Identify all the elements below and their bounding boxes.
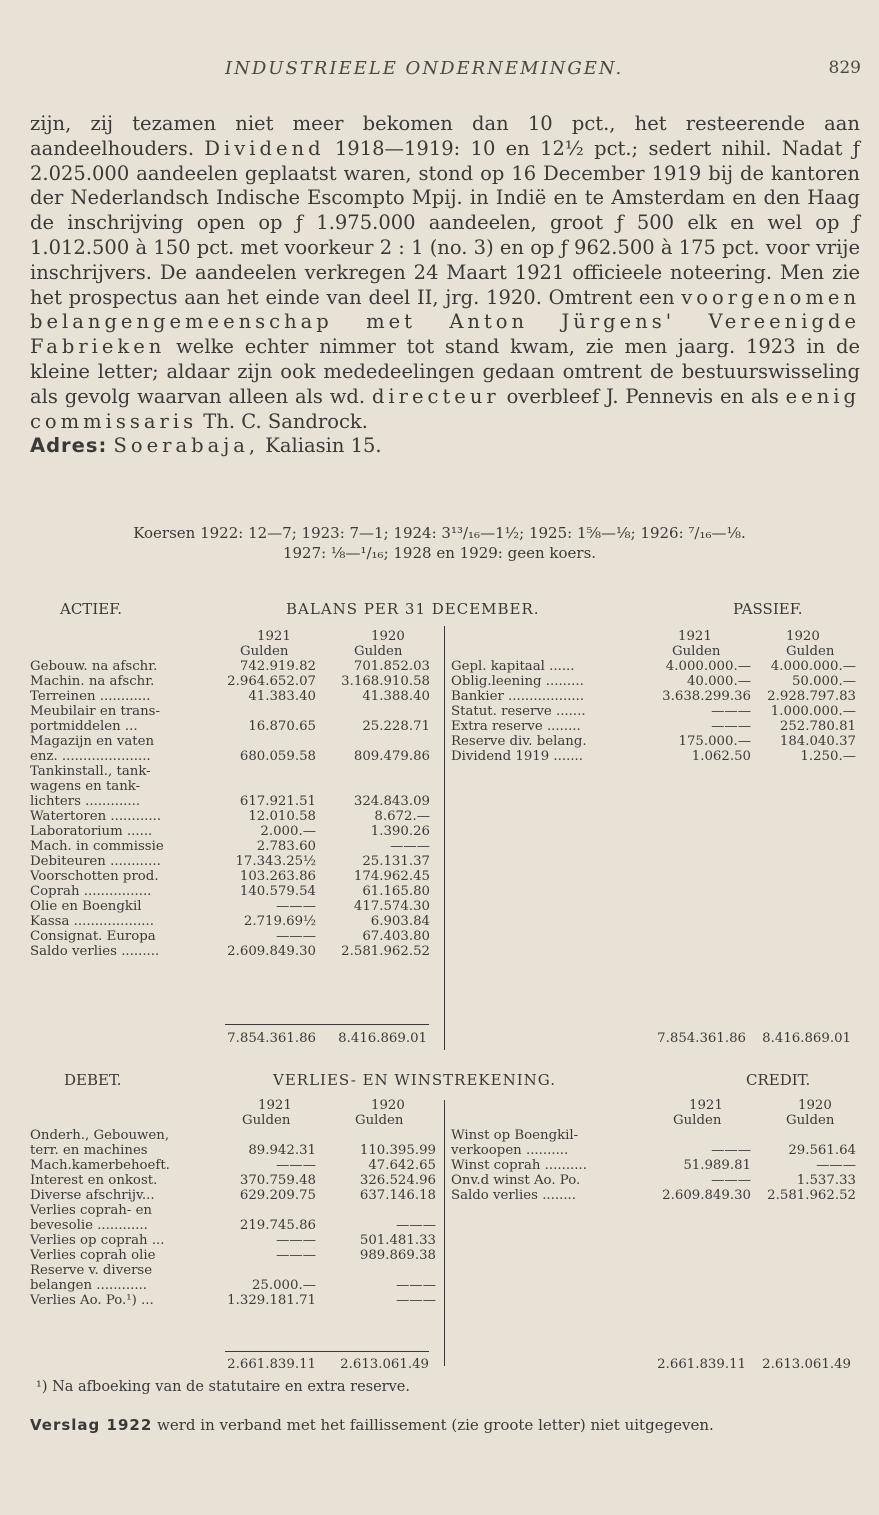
passief-year-1920: 1920: [786, 629, 820, 644]
address-city: Soerabaja,: [113, 434, 260, 458]
actief-row: [30, 764, 440, 779]
actief-value-1921: 140.579.54: [239, 884, 316, 899]
passief-label: Statut. reserve .......: [451, 704, 586, 719]
actief-label: Gebouw. na afschr.: [30, 659, 158, 674]
actief-row: [30, 689, 440, 704]
actief-row: [30, 659, 440, 674]
credit-label: Onv.d winst Ao. Po.: [451, 1173, 581, 1188]
actief-row: [30, 794, 440, 809]
passief-row: [451, 749, 856, 764]
debet-value-1920: 110.395.99: [359, 1143, 436, 1158]
actief-value-1921: ———: [276, 929, 316, 944]
passief-row: [451, 704, 856, 719]
actief-value-1920: 67.403.80: [362, 929, 430, 944]
passief-total-1921: 7.854.361.86: [657, 1031, 746, 1046]
actief-row: [30, 749, 440, 764]
debet-label: terr. en machines: [30, 1143, 148, 1158]
credit-unit-2: Gulden: [786, 1113, 835, 1128]
actief-year-1920: 1920: [371, 629, 405, 644]
passief-value-1920: 4.000.000.—: [770, 659, 856, 674]
credit-row: [451, 1173, 856, 1188]
passief-unit-2: Gulden: [786, 644, 835, 659]
credit-unit-1: Gulden: [673, 1113, 722, 1128]
debet-value-1921: 89.942.31: [248, 1143, 316, 1158]
koersen-line-2: 1927: ⅛—¹/₁₆; 1928 en 1929: geen koers.: [282, 544, 597, 562]
actief-value-1920: 8.672.—: [374, 809, 430, 824]
actief-unit-2: Gulden: [354, 644, 403, 659]
passief-value-1921: 1.062.50: [691, 749, 751, 764]
debet-value-1921: 219.745.86: [239, 1218, 316, 1233]
actief-row: [30, 839, 440, 854]
passief-row: [451, 689, 856, 704]
credit-label: verkoopen ..........: [451, 1143, 569, 1158]
actief-value-1920: 324.843.09: [353, 794, 430, 809]
passief-row: [451, 659, 856, 674]
actief-value-1921: 2.783.60: [256, 839, 316, 854]
actief-value-1920: 809.479.86: [353, 749, 430, 764]
passief-label: Dividend 1919 .......: [451, 749, 584, 764]
passief-table: [451, 659, 856, 764]
credit-row: [451, 1188, 856, 1203]
debet-label: Onderh., Gebouwen,: [30, 1128, 170, 1143]
running-header: [0, 58, 879, 86]
actief-label: Mach. in commissie: [30, 839, 164, 854]
actief-value-1921: ———: [276, 899, 316, 914]
actief-row: [30, 884, 440, 899]
actief-label: portmiddelen ...: [30, 719, 138, 734]
page-number: 829: [828, 58, 861, 78]
actief-label: Magazijn en vaten: [30, 734, 155, 749]
passief-row: [451, 719, 856, 734]
actief-value-1920: 25.131.37: [362, 854, 430, 869]
actief-label: Meubilair en trans-: [30, 704, 160, 719]
dividend-label: Dividend: [204, 136, 325, 160]
actief-label: Tankinstall., tank-: [30, 764, 151, 779]
debet-row: [30, 1188, 444, 1203]
actief-row: [30, 719, 440, 734]
balans-totals: [0, 1031, 879, 1046]
passief-label: Reserve div. belang.: [451, 734, 587, 749]
actief-value-1920: 25.228.71: [362, 719, 430, 734]
actief-label: Olie en Boengkil: [30, 899, 142, 914]
passief-label: Extra reserve ........: [451, 719, 581, 734]
credit-label: Winst coprah ..........: [451, 1158, 587, 1173]
actief-label: Terreinen ............: [30, 689, 151, 704]
paragraph-dividend: 1918—1919: 10 en 12½ pct.; sedert nihil. Nadat ƒ 2.025.000 aandeelen geplaatst waren, stond op 16 December 1919 bij de kantoren der Nederlandsch Indische Escompto Mpij. in Indië en te Amsterdam en den Haag de inschrijving open op ƒ 1.975.000 aandeelen, groot ƒ 500 elk en wel op ƒ 1.012.500 à 150 pct. met voorkeur 2 : 1 (no. 3) en op ƒ 962.500 à 175 pct. voor vrije inschrijvers. De aandeelen verkregen 24 Maart 1921 officieele noteering. Men zie het prospectus aan het einde van deel II, jrg. 1920. Omtrent een: [30, 136, 860, 309]
actief-row: [30, 899, 440, 914]
paragraph-director-name: overbleef J. Pennevis en als: [506, 384, 779, 408]
debet-label: Verlies op coprah ...: [30, 1233, 165, 1248]
paragraph-commissioner-name: Th. C. Sandrock.: [203, 409, 368, 433]
balans-title: BALANS PER 31 DECEMBER.: [286, 600, 540, 618]
debet-value-1920: ———: [396, 1293, 436, 1308]
footnote: ¹) Na afboeking van de statutaire en extra reserve.: [36, 1379, 410, 1395]
company-description: [30, 112, 860, 459]
passief-value-1921: ———: [711, 719, 751, 734]
winst-title: VERLIES- EN WINSTREKENING.: [273, 1071, 556, 1089]
debet-unit-1: Gulden: [242, 1113, 291, 1128]
passief-value-1921: 3.638.299.36: [662, 689, 751, 704]
actief-value-1920: 417.574.30: [353, 899, 430, 914]
passief-value-1921: 4.000.000.—: [665, 659, 751, 674]
passief-label: Bankier ..................: [451, 689, 585, 704]
actief-label: lichters .............: [30, 794, 141, 809]
credit-label: Winst op Boengkil-: [451, 1128, 579, 1143]
actief-value-1920: 2.581.962.52: [341, 944, 430, 959]
actief-value-1920: 41.388.40: [362, 689, 430, 704]
winst-divider: [444, 1100, 445, 1366]
report-text: werd in verband met het faillissement (zie groote letter) niet uitgegeven.: [157, 1416, 714, 1434]
actief-value-1921: 16.870.65: [248, 719, 316, 734]
passief-title: PASSIEF.: [733, 600, 803, 618]
actief-value-1921: 2.964.652.07: [227, 674, 316, 689]
debet-value-1920: 326.524.96: [359, 1173, 436, 1188]
passief-total-1920: 8.416.869.01: [762, 1031, 851, 1046]
credit-value-1921: 2.609.849.30: [662, 1188, 751, 1203]
debet-year-1921: 1921: [258, 1098, 292, 1113]
debet-title: DEBET.: [64, 1071, 122, 1089]
debet-label: Verlies coprah- en: [30, 1203, 152, 1218]
credit-value-1920: ———: [816, 1158, 856, 1173]
debet-value-1920: 501.481.33: [359, 1233, 436, 1248]
address-label: Adres:: [30, 434, 108, 458]
debet-total-1920: 2.613.061.49: [340, 1357, 429, 1372]
actief-label: Debiteuren ............: [30, 854, 161, 869]
passief-year-1921: 1921: [678, 629, 712, 644]
debet-row: [30, 1278, 444, 1293]
actief-label: Coprah ................: [30, 884, 152, 899]
credit-value-1921: 51.989.81: [683, 1158, 751, 1173]
debet-row: [30, 1233, 444, 1248]
debet-unit-2: Gulden: [355, 1113, 404, 1128]
actief-value-1920: 701.852.03: [353, 659, 430, 674]
actief-value-1920: 174.962.45: [353, 869, 430, 884]
actief-row: [30, 779, 440, 794]
actief-label: Voorschotten prod.: [30, 869, 159, 884]
credit-year-1921: 1921: [689, 1098, 723, 1113]
actief-unit-1: Gulden: [240, 644, 289, 659]
debet-year-1920: 1920: [371, 1098, 405, 1113]
actief-year-1921: 1921: [257, 629, 291, 644]
debet-row: [30, 1173, 444, 1188]
credit-row: [451, 1128, 856, 1143]
credit-row: [451, 1143, 856, 1158]
credit-total-1920: 2.613.061.49: [762, 1357, 851, 1372]
credit-value-1920: 1.537.33: [796, 1173, 856, 1188]
actief-row: [30, 704, 440, 719]
actief-value-1921: 12.010.58: [248, 809, 316, 824]
spaced-commissioner: eenig commissaris: [30, 384, 860, 433]
actief-label: Kassa ...................: [30, 914, 154, 929]
actief-row: [30, 869, 440, 884]
debet-row: [30, 1143, 444, 1158]
winst-totals: [0, 1357, 879, 1372]
debet-label: belangen ............: [30, 1278, 148, 1293]
actief-label: wagens en tank-: [30, 779, 141, 794]
passief-row: [451, 734, 856, 749]
passief-value-1921: ———: [711, 704, 751, 719]
passief-value-1920: 50.000.—: [791, 674, 856, 689]
actief-value-1921: 41.383.40: [248, 689, 316, 704]
passief-row: [451, 674, 856, 689]
actief-value-1921: 103.263.86: [239, 869, 316, 884]
passief-value-1920: 2.928.797.83: [767, 689, 856, 704]
spaced-director: directeur: [371, 384, 500, 408]
actief-value-1921: 742.919.82: [239, 659, 316, 674]
actief-row: [30, 854, 440, 869]
actief-label: Watertoren ............: [30, 809, 162, 824]
actief-value-1920: 3.168.910.58: [341, 674, 430, 689]
actief-row: [30, 734, 440, 749]
actief-row: [30, 674, 440, 689]
actief-value-1921: 617.921.51: [239, 794, 316, 809]
debet-value-1920: 47.642.65: [368, 1158, 436, 1173]
paragraph-management: welke echter nimmer tot stand kwam, zie men jaarg. 1923 in de kleine letter; aldaar zijn ook mededeelingen gedaan omtrent de bestuurswisseling als gevolg waarvan alleen als wd.: [30, 335, 860, 408]
passief-value-1920: 1.250.—: [800, 749, 856, 764]
actief-value-1921: 17.343.25½: [235, 854, 316, 869]
actief-value-1920: 6.903.84: [370, 914, 430, 929]
debet-label: Diverse afschrijv...: [30, 1188, 155, 1203]
actief-value-1920: 1.390.26: [370, 824, 430, 839]
actief-table: [30, 659, 440, 959]
spaced-merger-text: voorgenomen belangengemeenschap met Anton Jürgens' Vereenigde Fabrieken: [30, 285, 861, 359]
actief-value-1921: 2.609.849.30: [227, 944, 316, 959]
actief-value-1920: 61.165.80: [362, 884, 430, 899]
share-prices: [0, 523, 879, 563]
debet-label: Interest en onkost.: [30, 1173, 158, 1188]
actief-row: [30, 809, 440, 824]
actief-value-1921: 680.059.58: [239, 749, 316, 764]
debet-row: [30, 1218, 444, 1233]
actief-sum-line: [225, 1024, 429, 1025]
passief-value-1920: 252.780.81: [779, 719, 856, 734]
report-note: [30, 1417, 860, 1434]
passief-label: Gepl. kapitaal ......: [451, 659, 575, 674]
passief-value-1921: 40.000.—: [686, 674, 751, 689]
actief-total-1920: 8.416.869.01: [338, 1031, 427, 1046]
debet-value-1920: ———: [396, 1278, 436, 1293]
credit-label: Saldo verlies ........: [451, 1188, 577, 1203]
actief-value-1921: 2.000.—: [260, 824, 316, 839]
actief-label: Saldo verlies .........: [30, 944, 160, 959]
credit-table: [451, 1128, 856, 1203]
balans-divider: [444, 626, 445, 1050]
header-title: INDUSTRIEELE ONDERNEMINGEN.: [225, 58, 624, 79]
passief-label: Oblig.leening .........: [451, 674, 584, 689]
debet-value-1920: ———: [396, 1218, 436, 1233]
debet-row: [30, 1293, 444, 1308]
debet-row: [30, 1128, 444, 1143]
address-street: Kaliasin 15.: [265, 434, 382, 458]
debet-sum-line: [225, 1351, 429, 1352]
debet-table: [30, 1128, 444, 1308]
debet-value-1920: 637.146.18: [359, 1188, 436, 1203]
actief-row: [30, 929, 440, 944]
credit-row: [451, 1158, 856, 1173]
credit-value-1921: ———: [711, 1143, 751, 1158]
debet-label: Mach.kamerbehoeft.: [30, 1158, 170, 1173]
actief-title: ACTIEF.: [60, 600, 123, 618]
actief-label: enz. .....................: [30, 749, 151, 764]
credit-value-1920: 29.561.64: [788, 1143, 856, 1158]
paragraph-intro: zijn, zij tezamen niet meer bekomen dan 10 pct., het resteerende aan aandeelhouders.: [30, 112, 860, 160]
winst-column-headers: [0, 1098, 879, 1128]
debet-value-1921: 629.209.75: [239, 1188, 316, 1203]
actief-row: [30, 914, 440, 929]
passief-unit-1: Gulden: [672, 644, 721, 659]
passief-value-1920: 1.000.000.—: [770, 704, 856, 719]
debet-value-1921: ———: [276, 1233, 316, 1248]
actief-total-1921: 7.854.361.86: [227, 1031, 316, 1046]
debet-label: Verlies coprah olie: [30, 1248, 156, 1263]
debet-value-1921: ———: [276, 1248, 316, 1263]
passief-value-1920: 184.040.37: [779, 734, 856, 749]
credit-total-1921: 2.661.839.11: [657, 1357, 746, 1372]
actief-value-1921: 2.719.69½: [243, 914, 316, 929]
actief-label: Consignat. Europa: [30, 929, 156, 944]
debet-value-1921: 370.759.48: [239, 1173, 316, 1188]
actief-row: [30, 824, 440, 839]
actief-label: Laboratorium ......: [30, 824, 153, 839]
balans-column-headers: [0, 629, 879, 659]
actief-row: [30, 944, 440, 959]
credit-value-1921: ———: [711, 1173, 751, 1188]
debet-row: [30, 1263, 444, 1278]
report-label: Verslag 1922: [30, 1416, 153, 1434]
debet-row: [30, 1248, 444, 1263]
actief-label: Machin. na afschr.: [30, 674, 155, 689]
credit-value-1920: 2.581.962.52: [767, 1188, 856, 1203]
debet-value-1920: 989.869.38: [359, 1248, 436, 1263]
debet-value-1921: 25.000.—: [251, 1278, 316, 1293]
debet-value-1921: ———: [276, 1158, 316, 1173]
debet-label: Reserve v. diverse: [30, 1263, 153, 1278]
debet-row: [30, 1158, 444, 1173]
debet-value-1921: 1.329.181.71: [227, 1293, 316, 1308]
debet-row: [30, 1203, 444, 1218]
actief-value-1920: ———: [390, 839, 430, 854]
koersen-line-1: Koersen 1922: 12—7; 1923: 7—1; 1924: 3¹³/₁₆—1½; 1925: 1⅝—⅛; 1926: ⁷/₁₆—⅛.: [133, 524, 746, 542]
credit-title: CREDIT.: [746, 1071, 811, 1089]
passief-value-1921: 175.000.—: [678, 734, 751, 749]
credit-year-1920: 1920: [798, 1098, 832, 1113]
debet-label: Verlies Ao. Po.¹) ...: [30, 1293, 154, 1308]
debet-total-1921: 2.661.839.11: [227, 1357, 316, 1372]
debet-label: bevesolie ............: [30, 1218, 148, 1233]
